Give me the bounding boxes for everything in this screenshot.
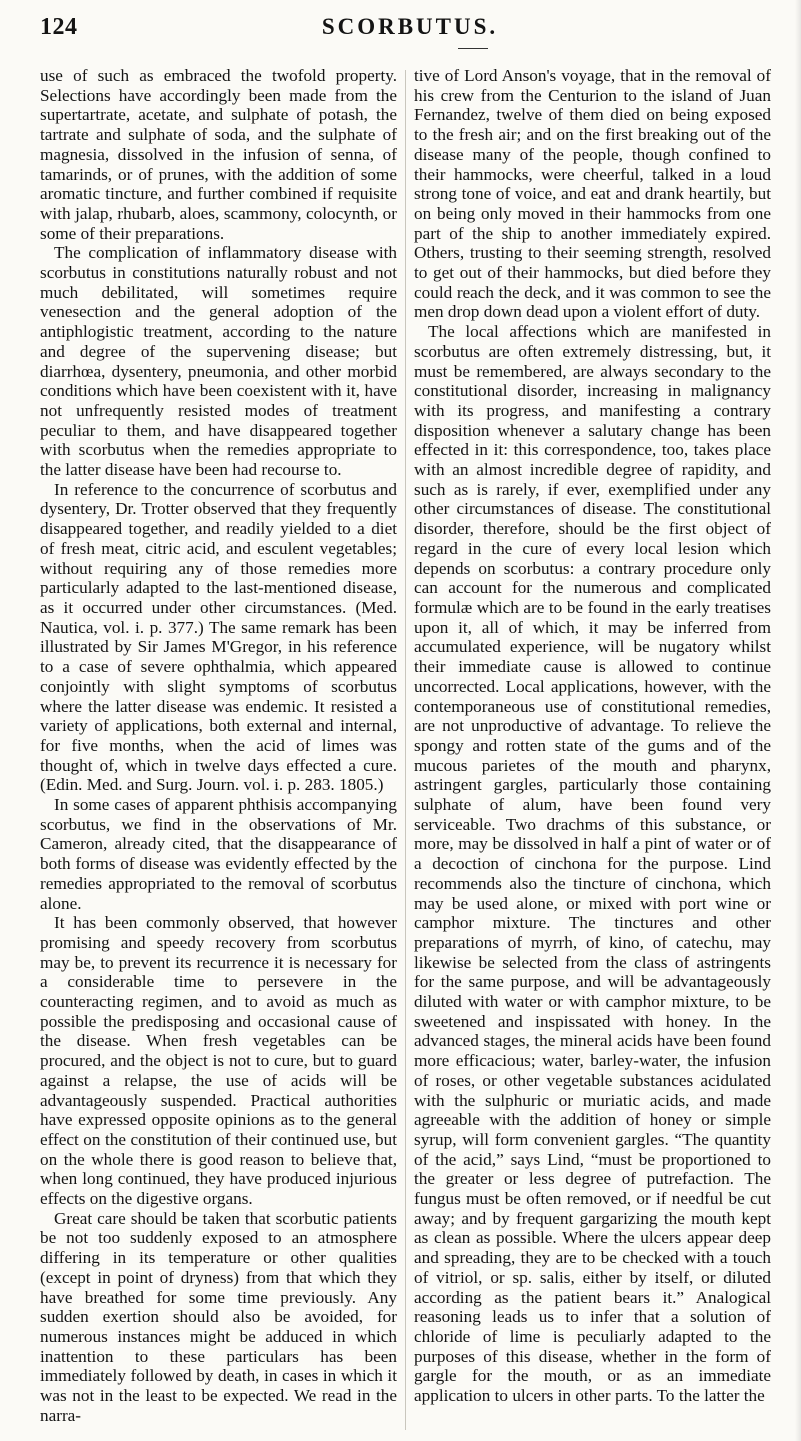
right-column <box>414 66 771 1406</box>
paragraph: Great care should be taken that scorbutic patients be not too suddenly exposed to an atmosphere differing in its temperature or other qualities (except in point of dryness) from that which they have breathed for some time previously. Any sudden exertion should also be avoided, for numerous instances might be adduced in which inattention to these particulars has been immediately followed by death, in cases in which it was not in the least to be expected. We read in the narra- <box>40 1208 397 1425</box>
column-divider <box>405 70 406 1430</box>
paragraph: The local affections which are manifested in scorbutus are often extremely distressing, but, it must be remembered, are always secondary to the constitutional disorder, increasing in malignancy with its progress, and manifesting a contrary disposition whenever a salutary change has been effected in it: this correspondence, too, takes place with an almost incredible degree of rapidity, and such as is rarely, if ever, exemplified under any other circumstances of disease. The constitutional disorder, therefore, should be the first object of regard in the cure of every local lesion which depends on scorbutus: a contrary procedure only can account for the numerous and complicated formulæ which are to be found in the early treatises upon it, all of which, it may be inferred from accumulated experience, will be nugatory whilst their immediate cause is allowed to continue uncorrected. Local applications, however, with the contemporaneous use of constitutional remedies, are not unproductive of advantage. To relieve the spongy and rotten state of the gums and of the mucous parietes of the mouth and pharynx, astringent gargles, particularly those containing sulphate of alum, have been found very serviceable. Two drachms of this substance, or more, may be dissolved in half a pint of water or of a decoction of cinchona for the purpose. Lind recommends also the tincture of cinchona, which may be used alone, or mixed with port wine or camphor mixture. The tinctures and other preparations of myrrh, of kino, of catechu, may likewise be selected from the class of astringents for the same purpose, and will be advantageously diluted with water or with camphor mixture, to be sweetened and inspissated with honey. In the advanced stages, the mineral acids have been found more efficacious; water, barley-water, the infusion of roses, or other vegetable substances acidulated with the sulphuric or muriatic acids, and made agreeable with the addition of honey or simple syrup, will form convenient gargles. “The quantity of the acid,” says Lind, “must be proportioned to the greater or less degree of putrefaction. The fungus must be often removed, or if needful be cut away; and by frequent gargarizing the mouth kept as clean as possible. Where the ulcers appear deep and spreading, they are to be checked with a touch of vitriol, or sp. salis, either by itself, or diluted according as the patient bears it.” Analogical reasoning leads us to infer that a solution of chloride of lime is peculiarly adapted to the purposes of this disease, whether in the form of gargle for the mouth, or as an immediate application to ulcers in other parts. To the latter the <box>414 322 771 1406</box>
page-edge-shadow <box>795 0 801 1441</box>
header-ornament <box>458 48 488 49</box>
page-number: 124 <box>40 14 78 40</box>
paragraph: It has been commonly observed, that however promising and speedy recovery from scorbutus may be, to prevent its recurrence it is necessary for a considerable time to persevere in the counteracting regimen, and to avoid as much as possible the predisposing and occasional cause of the disease. When fresh vegetables can be procured, and the object is not to cure, but to guard against a relapse, the use of acids will be advantageously suspended. Practical authorities have expressed opposite opinions as to the general effect on the constitution of their continued use, but on the whole there is good reason to believe that, when long continued, they have produced injurious effects on the digestive organs. <box>40 913 397 1209</box>
paragraph: In reference to the concurrence of scorbutus and dysentery, Dr. Trotter observed that they frequently disappeared together, and readily yielded to a diet of fresh meat, citric acid, and esculent vegetables; without requiring any of those remedies more particularly adapted to the last-mentioned disease, as it occurred under other circumstances. (Med. Nautica, vol. i. p. 377.) The same remark has been illustrated by Sir James M'Gregor, in his reference to a case of severe ophthalmia, which appeared conjointly with slight symptoms of scorbutus where the latter disease was endemic. It resisted a variety of applications, both external and internal, for five months, when the acid of limes was thought of, which in twelve days effected a cure. (Edin. Med. and Surg. Journ. vol. i. p. 283. 1805.) <box>40 479 397 795</box>
page-header <box>40 14 780 54</box>
paragraph: use of such as embraced the twofold property. Selections have accordingly been made from the supertartrate, acetate, and sulphate of potash, the tartrate and sulphate of soda, and the sulphate of magnesia, dissolved in the infusion of senna, of tamarinds, or of prunes, with the addition of some aromatic tincture, and further combined if requisite with jalap, rhubarb, aloes, scammony, colocynth, or some of their preparations. <box>40 66 397 243</box>
paragraph: The complication of inflammatory disease with scorbutus in constitutions naturally robust and not much debilitated, will sometimes require venesection and the general adoption of the antiphlogistic treatment, according to the nature and degree of the supervening disease; but diarrhœa, dysentery, pneumonia, and other morbid conditions which have been coexistent with it, have not unfrequently resisted modes of treatment peculiar to them, and have disappeared together with scorbutus when the remedies appropriate to the latter disease have been had recourse to. <box>40 243 397 480</box>
paragraph: tive of Lord Anson's voyage, that in the removal of his crew from the Centurion to the island of Juan Fernandez, twelve of them died on being exposed to the fresh air; and on the first breaking out of the disease many of the people, though confined to their hammocks, were cheerful, talked in a loud strong tone of voice, and eat and drank heartily, but on being only moved in their hammocks from one part of the ship to another immediately expired. Others, trusting to their seeming strength, resolved to get out of their hammocks, but died before they could reach the deck, and it was common to see the men drop down dead upon a violent effort of duty. <box>414 66 771 322</box>
paragraph: In some cases of apparent phthisis accompanying scorbutus, we find in the observations of Mr. Cameron, already cited, that the disappearance of both forms of disease was evidently effected by the remedies appropriated to the removal of scorbutus alone. <box>40 795 397 913</box>
left-column <box>40 66 397 1426</box>
running-title: SCORBUTUS. <box>321 14 499 39</box>
